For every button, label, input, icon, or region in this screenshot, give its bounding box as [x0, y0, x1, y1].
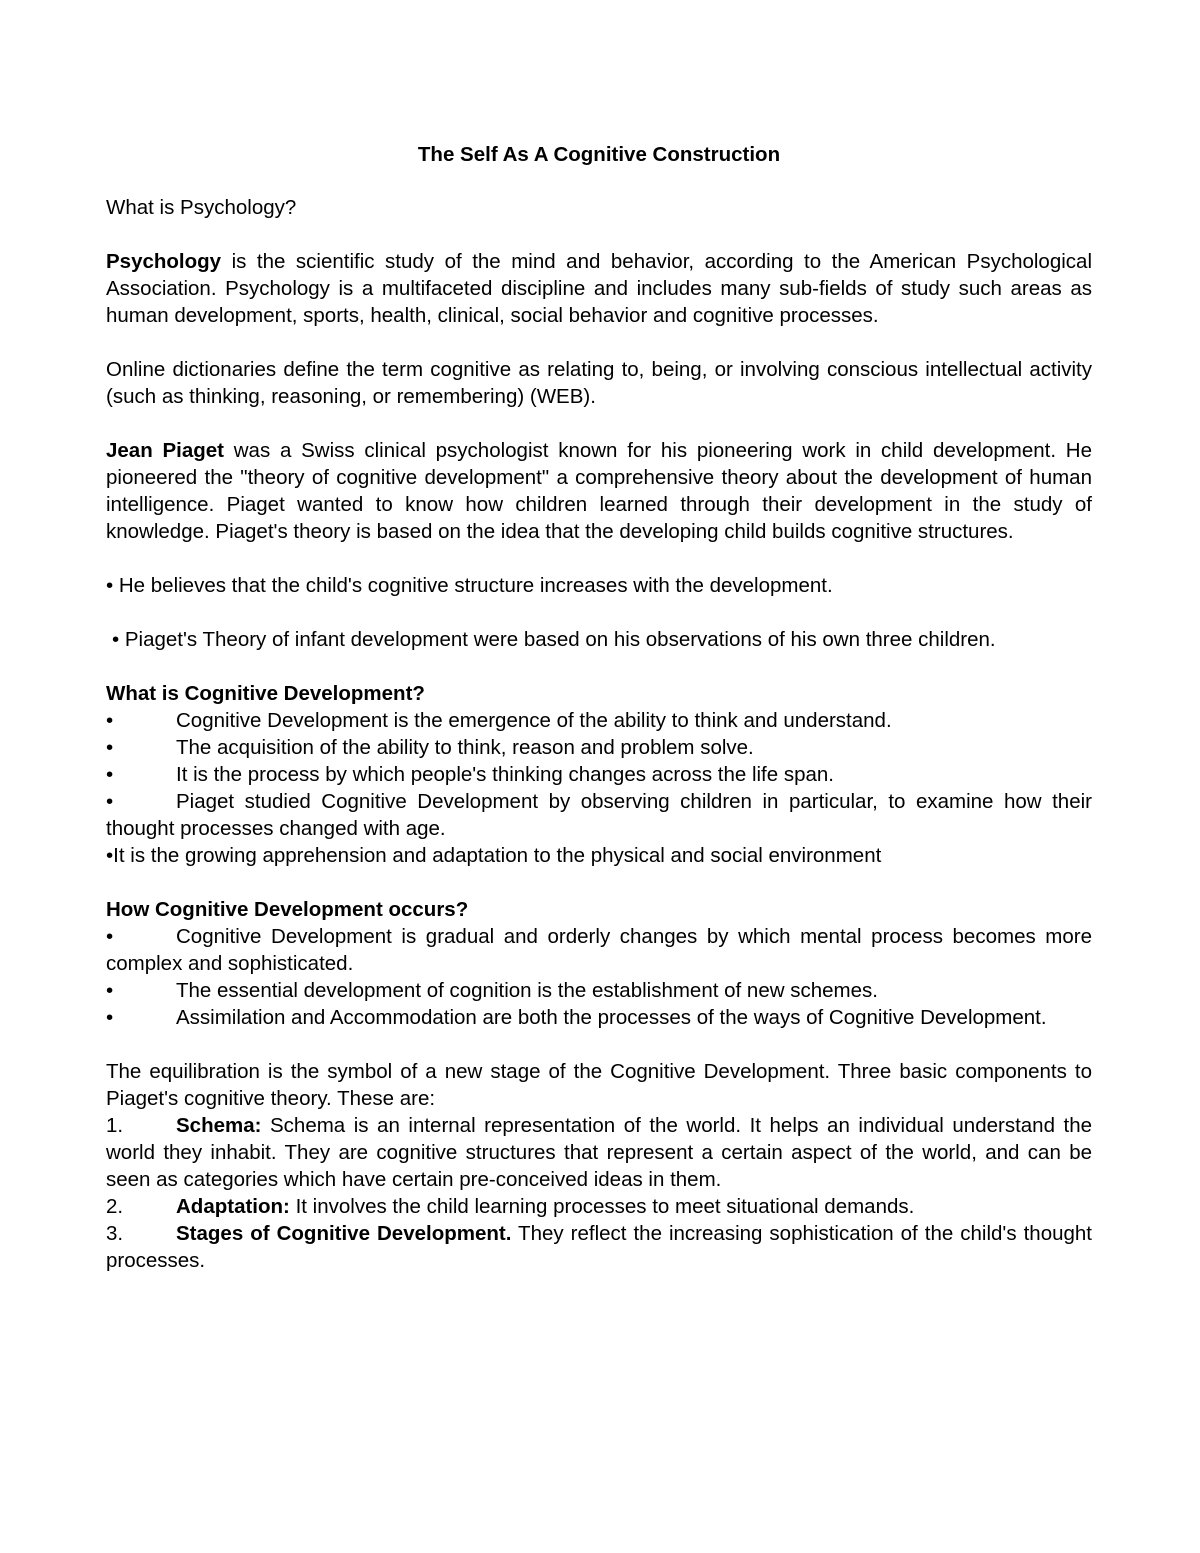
bullet-marker: •	[106, 790, 114, 813]
term-schema: Schema:	[176, 1114, 262, 1137]
bullet-marker: •	[106, 736, 114, 759]
jean-piaget-text: was a Swiss clinical psychologist known for his pioneering work in child development. He pioneered the "theory of cognitive development" a comprehensive theory about the development of human intelligence. Piaget wanted to know how children learned through their development in the study of knowledge. Piaget's theory is based on the idea that the developing child builds cognitive structures.	[106, 439, 1092, 543]
bullet-marker: •	[106, 925, 114, 948]
list-item	[106, 977, 1092, 1004]
list-item	[106, 1004, 1092, 1031]
bullet-marker: •	[106, 709, 114, 732]
heading-how-cognitive-development-occurs: How Cognitive Development occurs?	[106, 898, 469, 921]
list-item-text: Assimilation and Accommodation are both the processes of the ways of Cognitive Development.	[176, 1006, 1047, 1029]
document-title: The Self As A Cognitive Construction	[417, 143, 781, 166]
question-what-is-psychology: What is Psychology?	[106, 196, 297, 219]
bullet-cognitive-structure: • He believes that the child's cognitive structure increases with the development.	[106, 574, 833, 597]
bullet-marker: •	[106, 763, 114, 786]
numbered-item-schema	[106, 1112, 1092, 1193]
list-item	[106, 734, 1092, 761]
adaptation-text: It involves the child learning processes to meet situational demands.	[289, 1195, 915, 1218]
list-item-text: It is the process by which people's thinking changes across the life span.	[176, 763, 835, 786]
list-item-text: The essential development of cognition is the establishment of new schemes.	[176, 979, 878, 1002]
term-stages: Stages of Cognitive Development.	[176, 1222, 512, 1245]
list-item	[106, 788, 1092, 842]
paragraph-cognitive-definition: Online dictionaries define the term cognitive as relating to, being, or involving conscious intellectual activity (such as thinking, reasoning, or remembering) (WEB).	[106, 358, 1092, 408]
psychology-definition-text: is the scientific study of the mind and behavior, according to the American Psychological Association. Psychology is a multifaceted discipline and includes many sub-fields of study such areas as human development, sports, health, clinical, social behavior and cognitive processes.	[106, 250, 1092, 327]
term-psychology: Psychology	[106, 250, 222, 273]
term-jean-piaget: Jean Piaget	[106, 439, 224, 462]
document-body	[106, 141, 1092, 1274]
paragraph-psychology-definition	[106, 248, 1092, 329]
list-item-text: Piaget studied Cognitive Development by observing children in particular, to examine how their thought processes changed with age.	[106, 790, 1092, 840]
paragraph-equilibration: The equilibration is the symbol of a new stage of the Cognitive Development. Three basic components to Piaget's cognitive theory. These are:	[106, 1060, 1092, 1110]
list-item-text: Cognitive Development is gradual and orderly changes by which mental process becomes more complex and sophisticated.	[106, 925, 1092, 975]
list-item	[106, 761, 1092, 788]
bullet-marker: •	[106, 979, 114, 1002]
number-marker: 2.	[106, 1195, 124, 1218]
list-item	[106, 707, 1092, 734]
paragraph-jean-piaget	[106, 437, 1092, 545]
term-adaptation: Adaptation:	[176, 1195, 290, 1218]
bullet-marker: •	[106, 1006, 114, 1029]
schema-text: Schema is an internal representation of the world. It helps an individual understand the world they inhabit. They are cognitive structures that represent a certain aspect of the world, and can be seen as categories which have certain pre-conceived ideas in them.	[106, 1114, 1092, 1191]
number-marker: 3.	[106, 1222, 124, 1245]
list-item-text: Cognitive Development is the emergence of the ability to think and understand.	[176, 709, 892, 732]
bullet-infant-development: • Piaget's Theory of infant development were based on his observations of his own three children.	[112, 628, 996, 651]
heading-what-is-cognitive-development: What is Cognitive Development?	[106, 682, 425, 705]
list-item	[106, 923, 1092, 977]
numbered-item-adaptation	[106, 1193, 1092, 1220]
number-marker: 1.	[106, 1114, 124, 1137]
numbered-item-stages	[106, 1220, 1092, 1274]
stages-text: They reflect the increasing sophistication of the child's thought processes.	[106, 1222, 1092, 1272]
list-item-environment: •It is the growing apprehension and adaptation to the physical and social environment	[106, 844, 882, 867]
list-item-text: The acquisition of the ability to think, reason and problem solve.	[176, 736, 754, 759]
